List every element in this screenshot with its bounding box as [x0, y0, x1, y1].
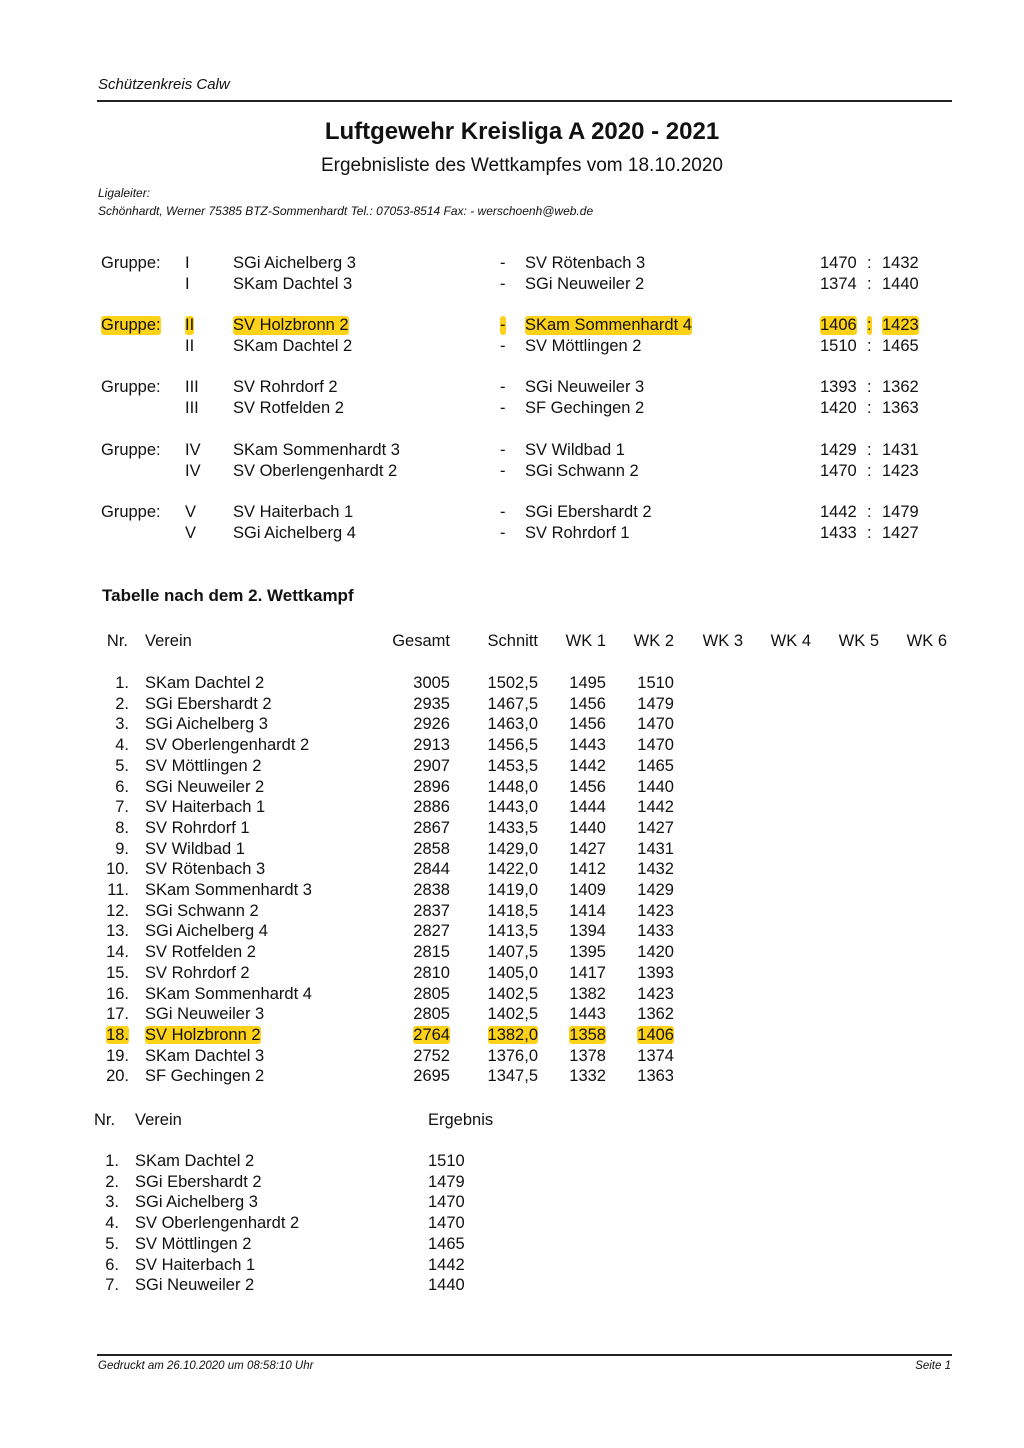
- total-score: 2805: [413, 984, 450, 1003]
- match-group-number: IV: [185, 462, 201, 480]
- average-score: 1433,5: [487, 818, 538, 837]
- match-score-colon: :: [867, 524, 872, 542]
- match-separator: -: [500, 399, 506, 417]
- match-score-colon: :: [867, 399, 872, 417]
- wk2-score: 1393: [637, 963, 674, 982]
- wk1-score: 1456: [569, 777, 606, 796]
- wk1-score: 1440: [569, 818, 606, 837]
- match-away-team: SGi Ebershardt 2: [525, 503, 652, 521]
- total-score: 2810: [413, 963, 450, 982]
- rank: 7.: [115, 798, 129, 817]
- rank: 2.: [105, 1172, 119, 1191]
- wk2-score: 1465: [637, 756, 674, 775]
- list-item: [0, 1152, 1024, 1173]
- table-row: [0, 840, 1024, 861]
- club-name: SV Rötenbach 3: [145, 860, 266, 879]
- average-score: 1467,5: [487, 694, 538, 713]
- col-verein: Verein: [135, 1111, 182, 1129]
- col-nr: Nr.: [106, 632, 128, 650]
- rank: 8.: [115, 818, 129, 837]
- match-group-label: Gruppe:: [101, 441, 161, 459]
- club-name: SGi Neuweiler 2: [135, 1276, 255, 1295]
- club-name: SGi Neuweiler 3: [145, 1005, 265, 1024]
- wk1-score: 1417: [569, 963, 606, 982]
- club-name: SV Rohrdorf 1: [145, 818, 250, 837]
- total-score: 2844: [413, 860, 450, 879]
- wk2-score: 1433: [637, 922, 674, 941]
- average-score: 1453,5: [487, 756, 538, 775]
- average-score: 1463,0: [487, 715, 538, 734]
- match-group-number: III: [185, 378, 199, 396]
- list-item: [0, 1235, 1024, 1256]
- wk2-score: [624, 1026, 674, 1045]
- club-name: SV Oberlengenhardt 2: [135, 1214, 300, 1233]
- col-wk2: WK 2: [633, 632, 674, 650]
- match-score-colon: :: [867, 254, 872, 272]
- match-home-team: SKam Dachtel 2: [233, 337, 353, 355]
- match-away-score: 1363: [882, 399, 919, 417]
- wk2-score-highlight: 1406: [637, 1025, 674, 1044]
- rank: 13.: [106, 922, 129, 941]
- match-home-team: SV Rotfelden 2: [233, 399, 344, 417]
- wk1-score: 1412: [569, 860, 606, 879]
- match-group-number: V: [185, 503, 197, 521]
- wk1-score: 1414: [569, 901, 606, 920]
- wk1-score: 1456: [569, 715, 606, 734]
- wk2-score: 1423: [637, 984, 674, 1003]
- result-score: 1465: [428, 1234, 465, 1253]
- club-name: SGi Ebershardt 2: [145, 694, 272, 713]
- wk2-score: 1363: [637, 1067, 674, 1086]
- rank: 10.: [106, 860, 129, 879]
- match-home-score: 1406: [820, 316, 857, 334]
- total-score: 2827: [413, 922, 450, 941]
- average-score: 1413,5: [487, 922, 538, 941]
- table-row: [0, 715, 1024, 736]
- match-home-score: 1374: [820, 275, 857, 293]
- wk1-score: 1427: [569, 839, 606, 858]
- match-home-team: SGi Aichelberg 4: [233, 524, 356, 542]
- average-score: 1422,0: [487, 860, 538, 879]
- col-nr: Nr.: [94, 1111, 116, 1129]
- average-score-highlight: 1382,0: [487, 1025, 538, 1044]
- match-home-score: 1510: [820, 337, 857, 355]
- rank: 3.: [115, 715, 129, 734]
- wk2-score: 1442: [637, 798, 674, 817]
- wk1-score: 1444: [569, 798, 606, 817]
- club-name: SKam Dachtel 3: [145, 1046, 265, 1065]
- list-item: [0, 1193, 1024, 1214]
- match-score-colon: :: [867, 503, 872, 521]
- wk1-score: 1443: [569, 736, 606, 755]
- match-group-number: I: [185, 254, 190, 272]
- table-row: [0, 881, 1024, 902]
- page-subtitle: Ergebnisliste des Wettkampfes vom 18.10.2020: [320, 155, 724, 176]
- wk2-score: 1374: [637, 1046, 674, 1065]
- wk1-score: 1442: [569, 756, 606, 775]
- list-item: [0, 1173, 1024, 1194]
- match-score-colon: :: [867, 316, 872, 334]
- total-score: 2926: [413, 715, 450, 734]
- average-score: 1419,0: [487, 881, 538, 899]
- wk1-score: 1443: [569, 1005, 606, 1024]
- match-group-label: Gruppe:: [101, 316, 161, 334]
- list-item: [0, 1276, 1024, 1297]
- club-name: SGi Aichelberg 3: [145, 715, 268, 734]
- rank: 15.: [106, 963, 129, 982]
- rank: 6.: [115, 777, 129, 796]
- wk1-score-highlight: 1358: [569, 1025, 606, 1044]
- match-away-score: 1423: [882, 462, 919, 480]
- average-score: 1405,0: [487, 963, 538, 982]
- match-row: [0, 337, 1024, 358]
- average-score: 1448,0: [487, 777, 538, 796]
- wk2-score: 1479: [637, 694, 674, 713]
- list-item: [0, 1214, 1024, 1235]
- table-row: [0, 778, 1024, 799]
- result-score: 1442: [428, 1255, 465, 1274]
- match-score-colon: :: [867, 337, 872, 355]
- match-away-score: 1423: [882, 316, 919, 334]
- average-score: 1418,5: [487, 901, 538, 920]
- wk1-score: 1332: [569, 1067, 606, 1086]
- page-number: Seite 1: [915, 1360, 951, 1372]
- results-header: [0, 1111, 1024, 1132]
- match-away-score: 1479: [882, 503, 919, 521]
- match-row: [0, 378, 1024, 399]
- match-away-team: SV Rötenbach 3: [525, 254, 646, 272]
- result-score: 1440: [428, 1276, 465, 1295]
- match-separator: -: [500, 503, 506, 521]
- wk2-score: 1429: [637, 881, 674, 899]
- match-home-team: SKam Sommenhardt 3: [233, 441, 400, 459]
- wk2-score: 1431: [637, 839, 674, 858]
- wk2-score: 1427: [637, 818, 674, 837]
- total-score: 2935: [413, 694, 450, 713]
- wk1-score: [556, 1026, 606, 1045]
- club-name: SV Rohrdorf 2: [145, 963, 250, 982]
- match-score-colon: :: [867, 378, 872, 396]
- club-name: SKam Sommenhardt 3: [145, 881, 312, 899]
- total-score: 2815: [413, 943, 450, 962]
- match-row: [0, 503, 1024, 524]
- rank: 19.: [106, 1046, 129, 1065]
- match-away-team: SV Rohrdorf 1: [525, 524, 630, 542]
- table-row: [0, 1005, 1024, 1026]
- total-score: 2907: [413, 756, 450, 775]
- rank: 5.: [105, 1234, 119, 1253]
- league-leader-label: Ligaleiter:: [98, 186, 151, 200]
- total-score: 2896: [413, 777, 450, 796]
- table-row: [0, 695, 1024, 716]
- col-wk1: WK 1: [565, 632, 606, 650]
- match-group-number: II: [185, 316, 195, 334]
- club-name: SGi Ebershardt 2: [135, 1172, 262, 1191]
- club-name: SV Wildbad 1: [145, 839, 245, 858]
- table-row: [0, 1047, 1024, 1068]
- match-away-team: SGi Neuweiler 3: [525, 378, 645, 396]
- match-away-team: SKam Sommenhardt 4: [525, 316, 692, 334]
- average-score: 1429,0: [487, 839, 538, 858]
- match-home-score: 1393: [820, 378, 857, 396]
- table-row: [0, 798, 1024, 819]
- table-row: [0, 819, 1024, 840]
- club-name: SV Oberlengenhardt 2: [145, 736, 310, 755]
- match-home-team: SV Haiterbach 1: [233, 503, 354, 521]
- match-group-number: I: [185, 275, 190, 293]
- match-separator: -: [500, 337, 506, 355]
- wk2-score: 1470: [637, 715, 674, 734]
- rank-highlight: 18.: [106, 1025, 129, 1044]
- match-separator: -: [500, 378, 506, 396]
- col-wk6: WK 6: [906, 632, 947, 650]
- average-score: 1502,5: [487, 674, 538, 692]
- match-separator: -: [500, 254, 506, 272]
- match-home-team: SV Rohrdorf 2: [233, 378, 338, 396]
- club-name: SV Möttlingen 2: [145, 756, 262, 775]
- col-wk3: WK 3: [702, 632, 743, 650]
- match-away-score: 1432: [882, 254, 919, 272]
- wk1-score: 1495: [569, 674, 606, 692]
- match-score-colon: :: [867, 462, 872, 480]
- match-away-team: SV Wildbad 1: [525, 441, 625, 459]
- total-score: 2867: [413, 818, 450, 837]
- total-score: [380, 1026, 450, 1045]
- club-name: SF Gechingen 2: [145, 1067, 265, 1086]
- average-score: 1402,5: [487, 1005, 538, 1024]
- table-row: [0, 736, 1024, 757]
- match-separator: -: [500, 316, 506, 334]
- match-score-colon: :: [867, 441, 872, 459]
- average-score: 1376,0: [487, 1046, 538, 1065]
- rank: 1.: [105, 1152, 119, 1170]
- header-rule: [97, 100, 952, 102]
- average-score: [470, 1026, 538, 1045]
- rank: 12.: [106, 901, 129, 920]
- average-score: 1456,5: [487, 736, 538, 755]
- match-home-score: 1433: [820, 524, 857, 542]
- match-separator: -: [500, 524, 506, 542]
- match-home-team: SGi Aichelberg 3: [233, 254, 356, 272]
- wk2-score: 1470: [637, 736, 674, 755]
- wk2-score: 1420: [637, 943, 674, 962]
- rank: 6.: [105, 1255, 119, 1274]
- match-away-team: SGi Neuweiler 2: [525, 275, 645, 293]
- club-name: [145, 1026, 261, 1045]
- rank: 4.: [105, 1214, 119, 1233]
- average-score: 1347,5: [487, 1067, 538, 1086]
- club-name-highlight: SV Holzbronn 2: [145, 1025, 261, 1044]
- average-score: 1443,0: [487, 798, 538, 817]
- rank: 1.: [115, 674, 129, 692]
- wk2-score: 1362: [637, 1005, 674, 1024]
- col-wk4: WK 4: [770, 632, 811, 650]
- match-away-score: 1427: [882, 524, 919, 542]
- club-name: SKam Sommenhardt 4: [145, 984, 312, 1003]
- rank: 2.: [115, 694, 129, 713]
- match-home-team: SKam Dachtel 3: [233, 275, 353, 293]
- wk1-score: 1382: [569, 984, 606, 1003]
- average-score: 1402,5: [487, 984, 538, 1003]
- match-group-label: Gruppe:: [101, 378, 161, 396]
- match-separator: -: [500, 462, 506, 480]
- match-home-score: 1420: [820, 399, 857, 417]
- wk1-score: 1395: [569, 943, 606, 962]
- col-schnitt: Schnitt: [487, 632, 538, 650]
- total-score: 3005: [413, 674, 450, 692]
- match-group-number: V: [185, 524, 197, 542]
- match-away-team: SV Möttlingen 2: [525, 337, 642, 355]
- rank: 14.: [106, 943, 129, 962]
- wk2-score: 1440: [637, 777, 674, 796]
- rank: 16.: [106, 984, 129, 1003]
- print-timestamp: Gedruckt am 26.10.2020 um 08:58:10 Uhr: [98, 1360, 314, 1372]
- total-score: 2886: [413, 798, 450, 817]
- table-row: [0, 922, 1024, 943]
- table-row: [0, 860, 1024, 881]
- result-score: 1470: [428, 1193, 465, 1212]
- club-name: SV Haiterbach 1: [135, 1255, 256, 1274]
- rank: 9.: [115, 839, 129, 858]
- match-row: [0, 524, 1024, 545]
- club-name: SGi Aichelberg 4: [145, 922, 268, 941]
- result-score: 1510: [428, 1152, 465, 1170]
- rank: 11.: [107, 881, 129, 899]
- total-score: 2805: [413, 1005, 450, 1024]
- col-wk5: WK 5: [838, 632, 879, 650]
- result-score: 1479: [428, 1172, 465, 1191]
- table-row: [0, 757, 1024, 778]
- match-away-team: SGi Schwann 2: [525, 462, 639, 480]
- total-score: 2858: [413, 839, 450, 858]
- wk1-score: 1394: [569, 922, 606, 941]
- match-separator: -: [500, 441, 506, 459]
- organization-name: Schützenkreis Calw: [98, 76, 230, 93]
- club-name: SKam Dachtel 2: [145, 674, 265, 692]
- league-leader-contact: Schönhardt, Werner 75385 BTZ-Sommenhardt Tel.: 07053-8514 Fax: - werschoenh@web.de: [98, 204, 594, 218]
- table-row: [0, 902, 1024, 923]
- list-item: [0, 1256, 1024, 1277]
- table-row: [0, 985, 1024, 1006]
- wk1-score: 1456: [569, 694, 606, 713]
- total-score: 2913: [413, 736, 450, 755]
- club-name: SGi Neuweiler 2: [145, 777, 265, 796]
- average-score: 1407,5: [487, 943, 538, 962]
- club-name: SGi Aichelberg 3: [135, 1193, 258, 1212]
- rank: [96, 1026, 129, 1045]
- rank: 7.: [105, 1276, 119, 1295]
- match-separator: -: [500, 275, 506, 293]
- wk2-score: 1432: [637, 860, 674, 879]
- match-row: [0, 254, 1024, 275]
- footer-rule: [97, 1354, 952, 1356]
- match-away-score: 1362: [882, 378, 919, 396]
- match-group-number: II: [185, 337, 195, 355]
- rank: 17.: [106, 1005, 129, 1024]
- match-score-colon: :: [867, 275, 872, 293]
- club-name: SGi Schwann 2: [145, 901, 259, 920]
- match-row: [0, 462, 1024, 483]
- table-row: [0, 943, 1024, 964]
- col-gesamt: Gesamt: [392, 632, 450, 650]
- match-home-score: 1470: [820, 462, 857, 480]
- club-name: SV Rotfelden 2: [145, 943, 256, 962]
- match-home-score: 1429: [820, 441, 857, 459]
- rank: 4.: [115, 736, 129, 755]
- match-row: [0, 275, 1024, 296]
- col-verein: Verein: [145, 632, 192, 650]
- match-group-number: IV: [185, 441, 201, 459]
- total-score: 2752: [413, 1046, 450, 1065]
- standings-title: Tabelle nach dem 2. Wettkampf: [102, 586, 354, 605]
- wk2-score: 1510: [637, 674, 674, 692]
- match-away-score: 1440: [882, 275, 919, 293]
- page-title: Luftgewehr Kreisliga A 2020 - 2021: [324, 118, 720, 145]
- match-home-team: SV Holzbronn 2: [233, 316, 349, 334]
- club-name: SV Haiterbach 1: [145, 798, 266, 817]
- club-name: SV Möttlingen 2: [135, 1234, 252, 1253]
- col-ergebnis: Ergebnis: [428, 1111, 494, 1129]
- match-row: [0, 316, 1024, 337]
- match-group-label: Gruppe:: [101, 254, 161, 272]
- wk1-score: 1409: [569, 881, 606, 899]
- result-score: 1470: [428, 1214, 465, 1233]
- match-away-score: 1465: [882, 337, 919, 355]
- match-group-label: Gruppe:: [101, 503, 161, 521]
- table-row: [0, 964, 1024, 985]
- rank: 5.: [115, 756, 129, 775]
- standings-header: [0, 632, 1024, 653]
- wk2-score: 1423: [637, 901, 674, 920]
- table-row: [0, 1026, 1024, 1047]
- club-name: SKam Dachtel 2: [135, 1152, 255, 1170]
- total-score-highlight: 2764: [413, 1025, 450, 1044]
- rank: 3.: [105, 1193, 119, 1212]
- rank: 20.: [106, 1067, 129, 1086]
- match-group-number: III: [185, 399, 199, 417]
- match-home-score: 1442: [820, 503, 857, 521]
- total-score: 2695: [413, 1067, 450, 1086]
- match-away-score: 1431: [882, 441, 919, 459]
- match-row: [0, 399, 1024, 420]
- match-row: [0, 441, 1024, 462]
- total-score: 2838: [413, 881, 450, 899]
- table-row: [0, 674, 1024, 695]
- total-score: 2837: [413, 901, 450, 920]
- table-row: [0, 1067, 1024, 1088]
- match-away-team: SF Gechingen 2: [525, 399, 645, 417]
- match-home-team: SV Oberlengenhardt 2: [233, 462, 398, 480]
- match-home-score: 1470: [820, 254, 857, 272]
- wk1-score: 1378: [569, 1046, 606, 1065]
